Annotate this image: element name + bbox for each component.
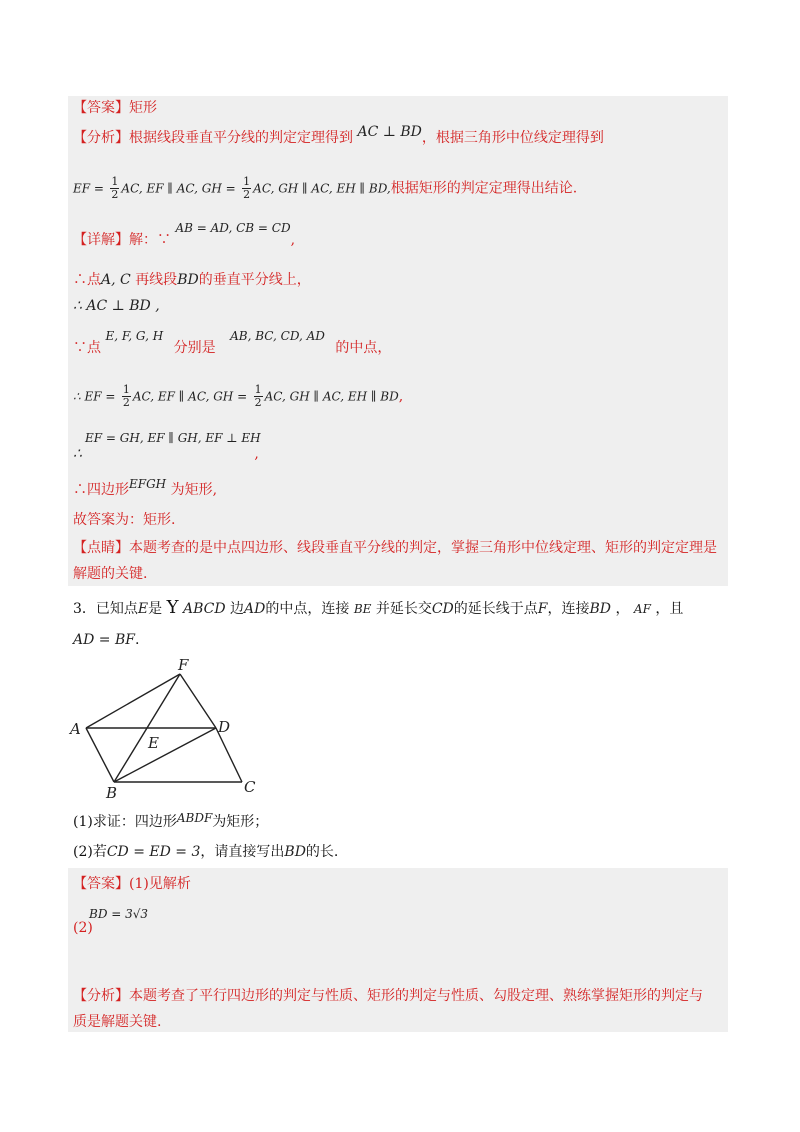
- answer-2-line-2b: (2): [73, 920, 93, 936]
- analysis-line-2: EF = $\frac{1}{2}$ AC, EF ∥ AC, GH = $\frac{1}{2}$ AC, GH ∥ AC, EH ∥ BD,根据矩形的判定定理得出结论.: [73, 175, 578, 201]
- comment-tag: 【点睛】: [73, 540, 129, 556]
- detail-tag: 【详解】: [73, 232, 129, 248]
- label-e: E: [148, 734, 159, 752]
- label-b: B: [106, 784, 118, 802]
- answer-tag: 【答案】: [73, 100, 129, 116]
- question-3-part-2: (2)若CD = ED = 3，请直接写出BD的长.: [73, 844, 339, 860]
- answer-text: 矩形: [129, 100, 157, 116]
- question-3-part-1: (1)求证：四边形ABDF为矩形；: [73, 811, 269, 830]
- analysis-2-line-2: 质是解题关键.: [73, 1014, 162, 1030]
- fraction-half: $\frac{1}{2}$: [111, 175, 119, 201]
- label-c: C: [244, 778, 256, 796]
- detail-line: 【详解】解：∵ AB = AD, CB = CD,: [73, 221, 296, 248]
- label-f: F: [178, 656, 189, 674]
- detail-line-8: 故答案为：矩形.: [73, 512, 176, 528]
- question-3-line-1: 3．已知点E是 Y ABCD 边AD的中点，连接 BE 并延长交CD的延长线于点F，连接BD ， AF ，且: [73, 597, 684, 618]
- answer-line: [73, 98, 157, 118]
- comment-line-2: 解题的关键.: [73, 566, 148, 582]
- detail-line-2: ∴点A, C 再线段BD的垂直平分线上，: [73, 272, 311, 288]
- geometry-figure: [66, 652, 266, 802]
- segment-bd: [114, 728, 216, 782]
- segment-fd: [180, 674, 216, 728]
- answer-2-line-1: 【答案】(1)见解析: [73, 876, 191, 892]
- fraction-half: $\frac{1}{2}$: [254, 383, 262, 409]
- comment-line-1: 【点睛】本题考查的是中点四边形、线段垂直平分线的判定，掌握三角形中位线定理、矩形的判定定理是: [73, 540, 717, 556]
- answer-tag-2: 【答案】: [73, 876, 129, 892]
- analysis-2-line-1: 【分析】本题考查了平行四边形的判定与性质、矩形的判定与性质、勾股定理、熟练掌握矩形的判定与: [73, 988, 703, 1004]
- segment-ab: [86, 728, 114, 782]
- question-3-line-2: AD = BF.: [73, 632, 140, 648]
- detail-line-6b: ∴ ,: [73, 446, 259, 462]
- detail-line-5: ∴ EF = $\frac{1}{2}$ AC, EF ∥ AC, GH = $\frac{1}{2}$ AC, GH ∥ AC, EH ∥ BD,: [73, 383, 404, 409]
- fraction-half: $\frac{1}{2}$: [243, 175, 251, 201]
- analysis-tag-2: 【分析】: [73, 988, 129, 1004]
- fraction-half: $\frac{1}{2}$: [122, 383, 130, 409]
- segment-dc: [216, 728, 242, 782]
- label-a: A: [70, 720, 81, 738]
- analysis-line-1: 【分析】根据线段垂直平分线的判定定理得到 AC ⊥ BD，根据三角形中位线定理得到: [73, 124, 604, 146]
- label-d: D: [218, 718, 231, 736]
- detail-line-4: ∵点 E, F, G, H 分别是 AB, BC, CD, AD 的中点，: [73, 329, 392, 356]
- detail-line-6: EF = GH, EF ∥ GH, EF ⊥ EH: [85, 431, 261, 445]
- detail-line-3: ∴ AC ⊥ BD ,: [73, 298, 160, 314]
- segment-af: [86, 674, 180, 728]
- detail-line-7: ∴四边形EFGH 为矩形,: [73, 477, 218, 498]
- analysis-tag: 【分析】: [73, 130, 129, 146]
- answer-2-line-2: BD = 3√3: [89, 907, 149, 921]
